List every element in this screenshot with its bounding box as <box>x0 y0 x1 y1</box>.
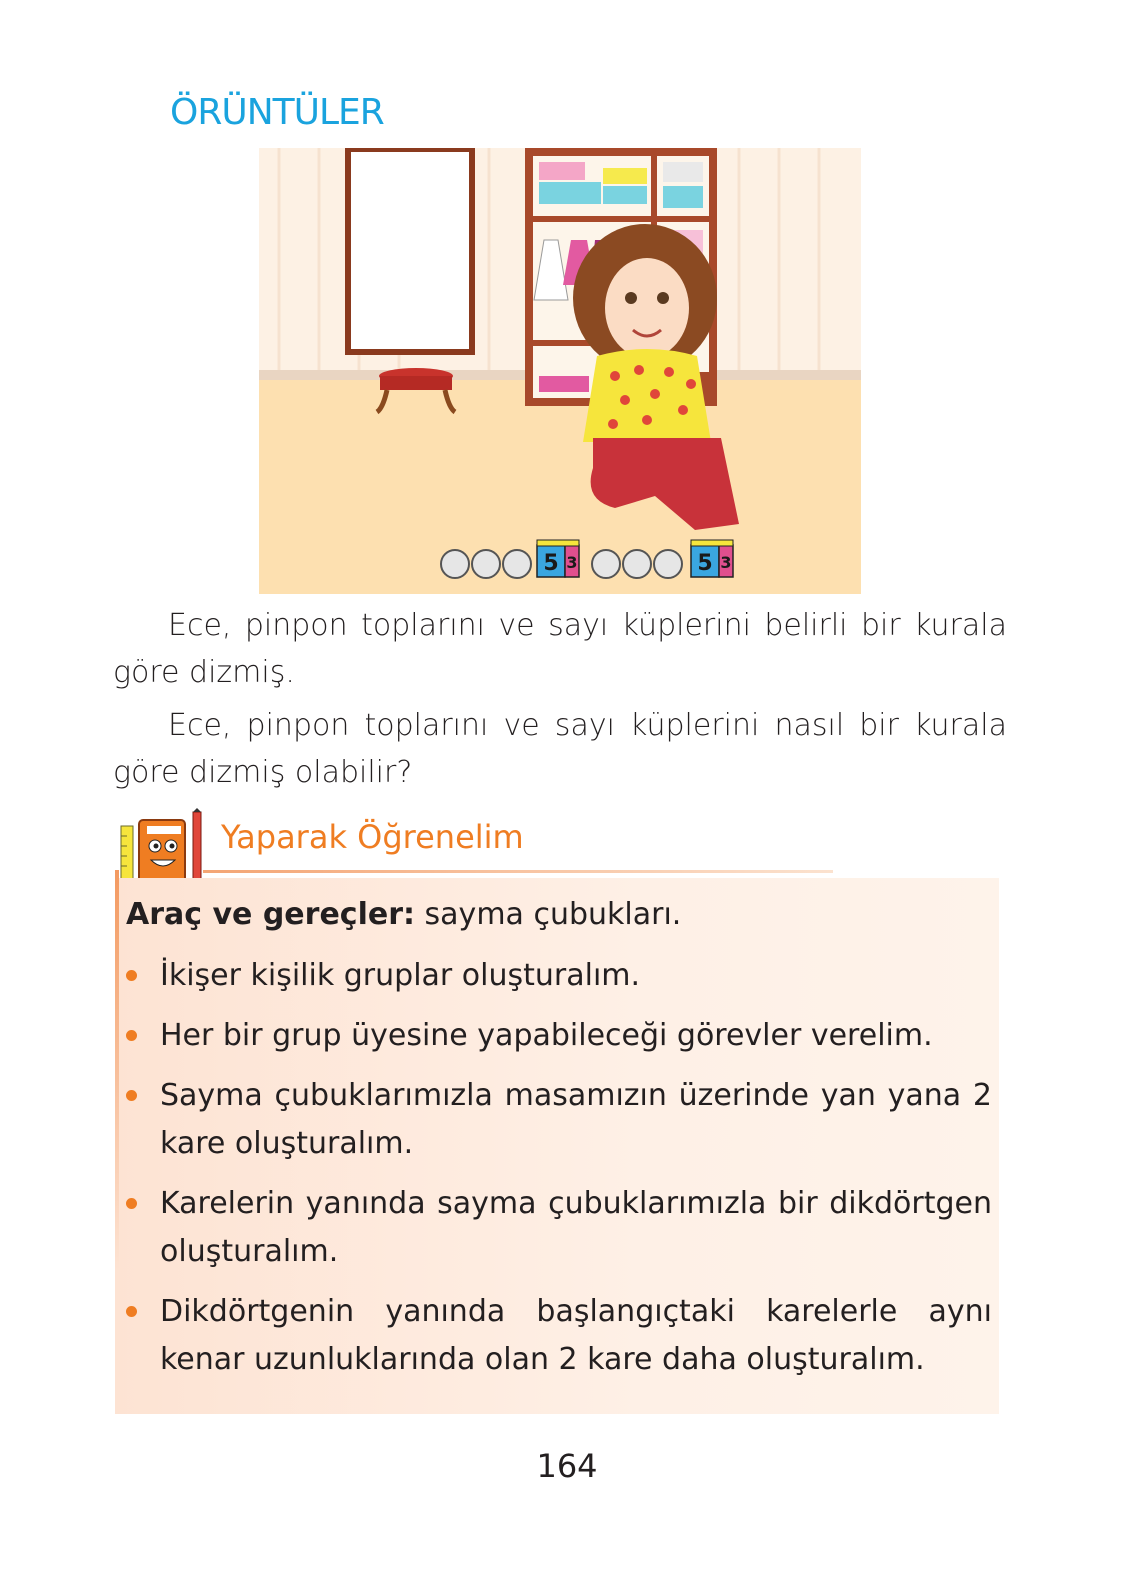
svg-text:5: 5 <box>543 551 559 576</box>
svg-text:3: 3 <box>566 553 578 572</box>
list-item: İkişer kişilik gruplar oluşturalım. <box>126 952 992 1000</box>
materials-value: sayma çubukları. <box>424 897 682 932</box>
materials-line <box>126 893 681 937</box>
illustration-girl-with-pattern <box>259 148 861 594</box>
bullet-icon <box>126 970 137 981</box>
activity-box-accent <box>115 870 119 1270</box>
list-item: Sayma çubuklarımızla masamızın üzerinde yan yana 2 kare oluşturalım. <box>126 1072 992 1168</box>
list-item: Dikdörtgenin yanında başlangıçtaki karelerle aynı kenar uzunluklarında olan 2 kare daha oluşturalım. <box>126 1288 992 1384</box>
svg-text:3: 3 <box>720 553 732 572</box>
svg-text:5: 5 <box>697 551 713 576</box>
activity-steps <box>126 952 992 1396</box>
bullet-icon <box>126 1030 137 1041</box>
materials-label: Araç ve gereçler: <box>126 897 415 932</box>
bullet-icon <box>126 1090 137 1101</box>
activity-header <box>113 808 833 880</box>
paragraph-question: Ece, pinpon toplarını ve sayı küplerini nasıl bir kurala göre dizmiş olabilir? <box>113 708 1007 790</box>
page-number: 164 <box>536 1447 598 1485</box>
paragraph-intro: Ece, pinpon toplarını ve sayı küplerini belirli bir kurala göre dizmiş. <box>113 608 1007 690</box>
book-mascot-icon <box>117 808 217 888</box>
list-item: Karelerin yanında sayma çubuklarımızla bir dikdörtgen oluşturalım. <box>126 1180 992 1276</box>
bullet-icon <box>126 1198 137 1209</box>
activity-heading: Yaparak Öğrenelim <box>221 818 524 856</box>
activity-divider <box>203 870 833 873</box>
list-item: Her bir grup üyesine yapabileceği görevler verelim. <box>126 1012 992 1060</box>
bullet-icon <box>126 1306 137 1317</box>
page-title: ÖRÜNTÜLER <box>170 92 384 133</box>
